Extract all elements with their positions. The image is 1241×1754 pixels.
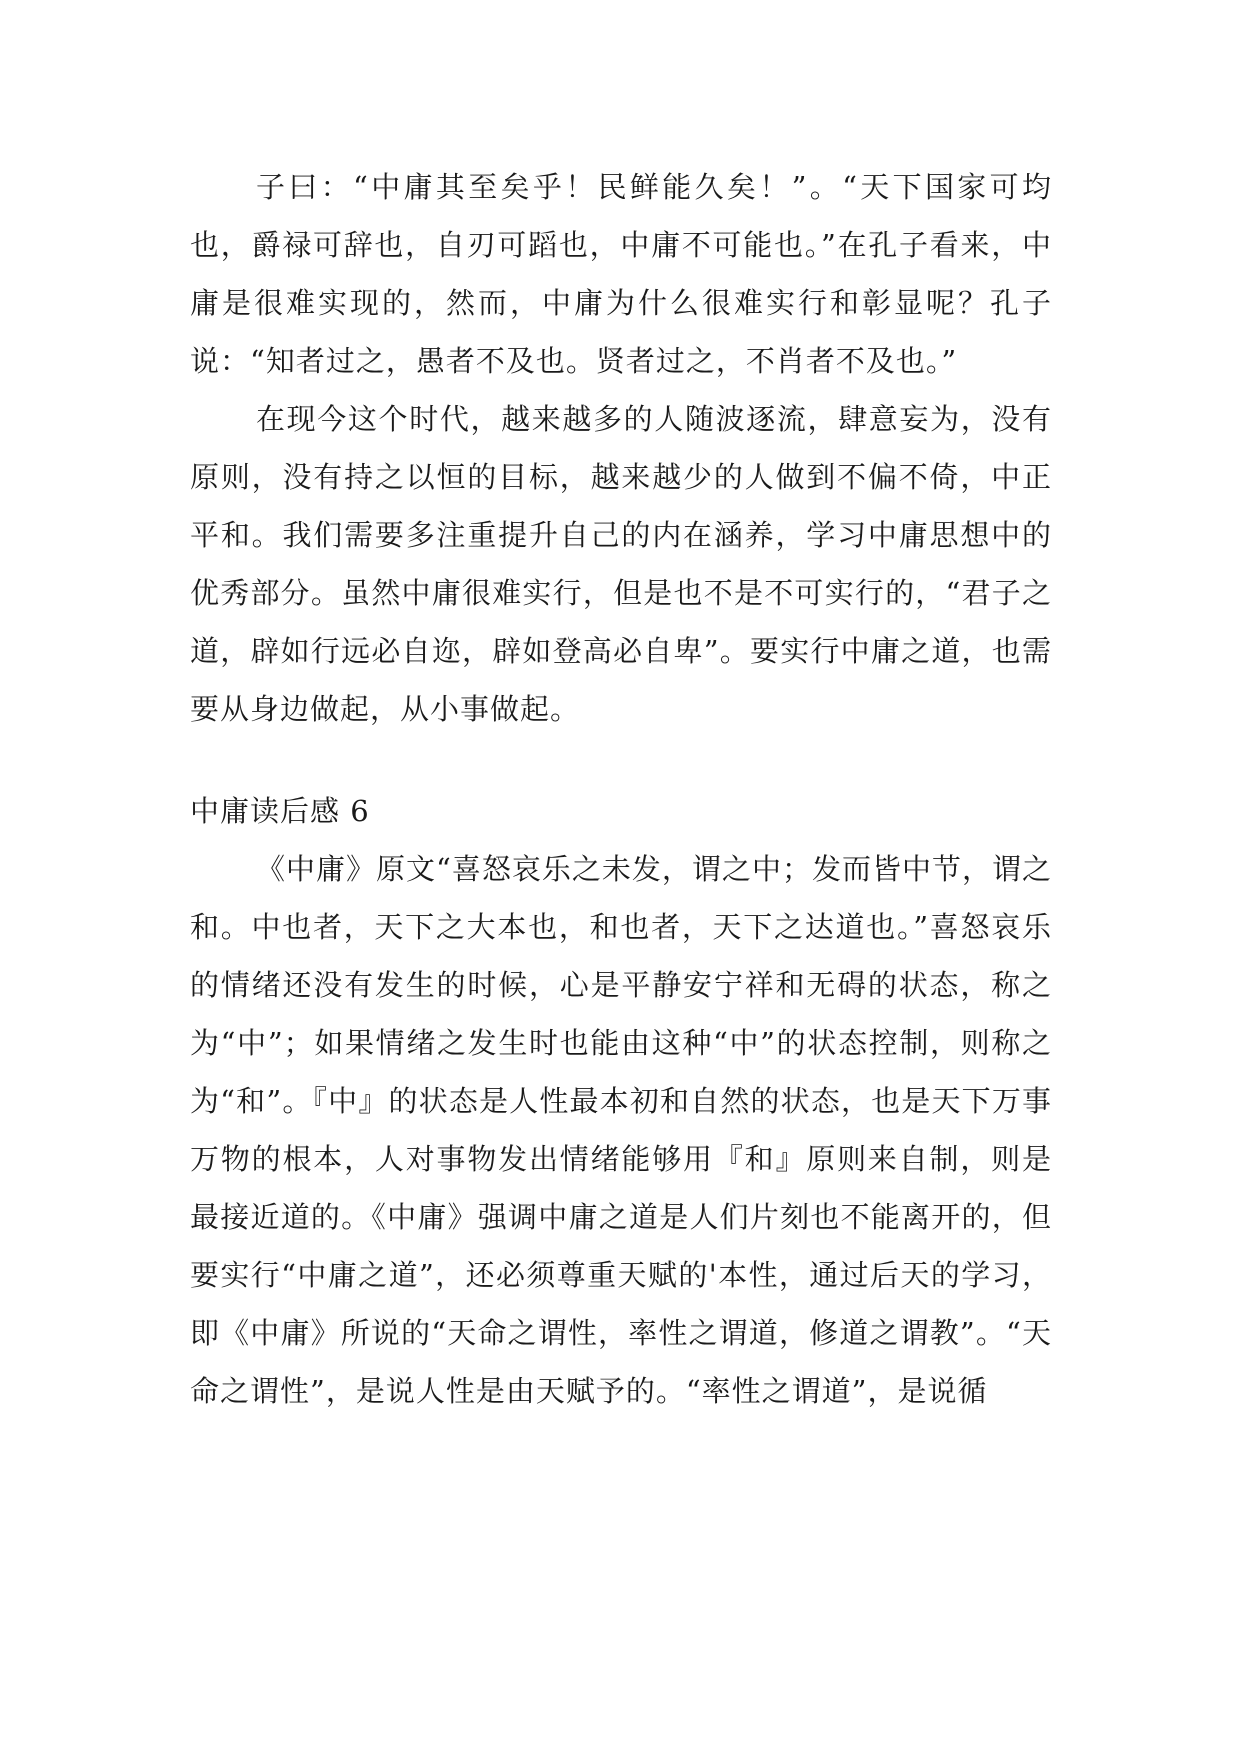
body-paragraph-1: 子曰：“中庸其至矣乎！民鲜能久矣！”。“天下国家可均也，爵禄可辞也，自刃可蹈也，中庸不可能也。”在孔子看来，中庸是很难实现的，然而，中庸为什么很难实行和彰显呢？孔子说：“知者过之，愚者不及也。贤者过之，不肖者不及也。” (190, 170, 1052, 378)
section-heading: 中庸读后感 6 (190, 794, 370, 828)
body-paragraph-2: 在现今这个时代，越来越多的人随波逐流，肆意妄为，没有原则，没有持之以恒的目标，越来越少的人做到不偏不倚，中正平和。我们需要多注重提升自己的内在涵养，学习中庸思想中的优秀部分。虽然中庸很难实行，但是也不是不可实行的，“君子之道，辟如行远必自迩，辟如登高必自卑”。要实行中庸之道，也需要从身边做起，从小事做起。 (190, 402, 1052, 726)
body-paragraph-3: 《中庸》原文“喜怒哀乐之未发，谓之中；发而皆中节，谓之和。中也者，天下之大本也，和也者，天下之达道也。”喜怒哀乐的情绪还没有发生的时候，心是平静安宁祥和无碍的状态，称之为“中”；如果情绪之发生时也能由这种“中”的状态控制，则称之为“和”。『中』的状态是人性最本初和自然的状态，也是天下万事万物的根本，人对事物发出情绪能够用『和』原则来自制，则是最接近道的。《中庸》强调中庸之道是人们片刻也不能离开的，但要实行“中庸之道”，还必须尊重天赋的'本性，通过后天的学习，即《中庸》所说的“天命之谓性，率性之谓道，修道之谓教”。“天命之谓性”，是说人性是由天赋予的。“率性之谓道”，是说循 (190, 852, 1052, 1408)
document-body (190, 158, 1052, 1420)
